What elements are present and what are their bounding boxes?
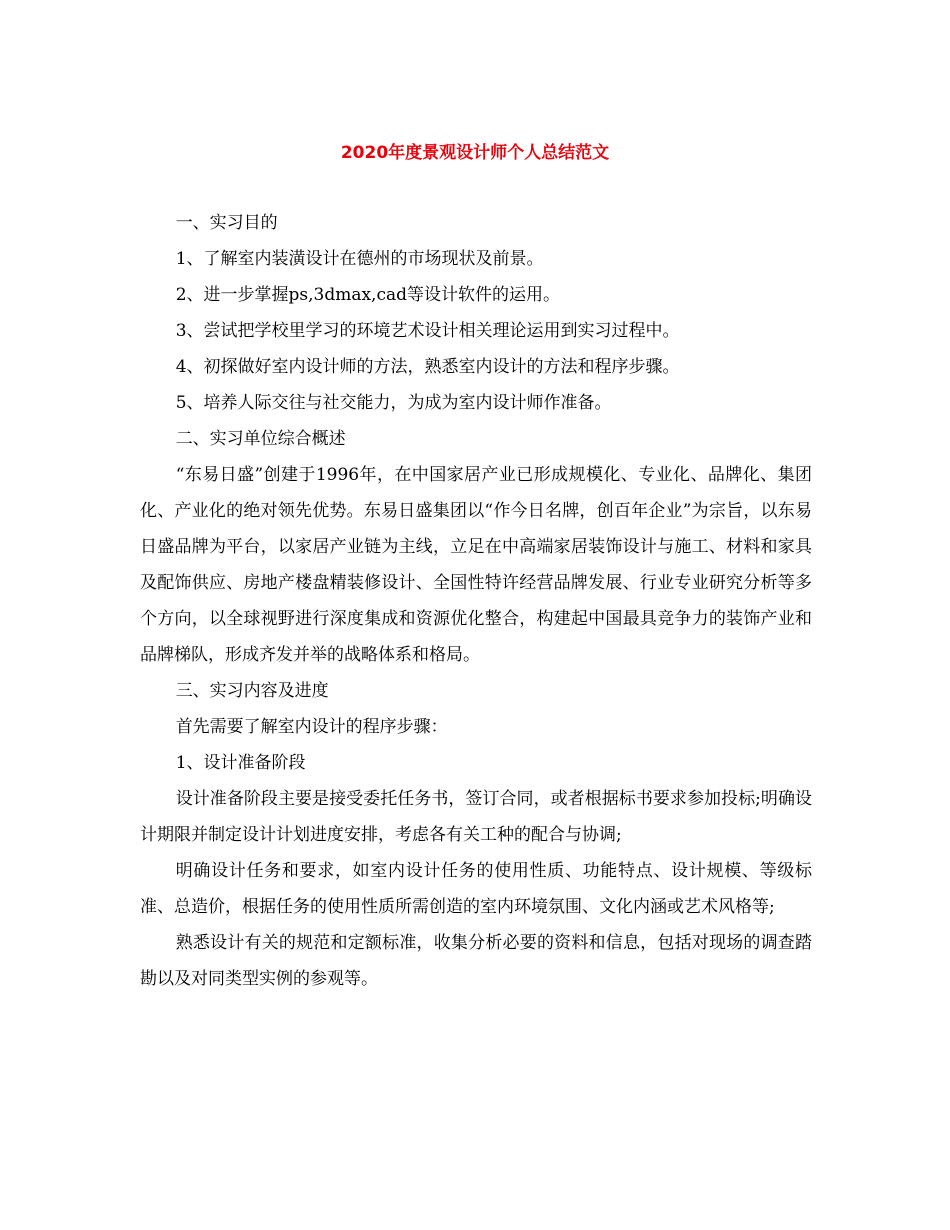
- list-item: 5、培养人际交往与社交能力，为成为室内设计师作准备。: [175, 393, 612, 413]
- body-paragraph: 首先需要了解室内设计的程序步骤：: [175, 717, 448, 737]
- section-heading: 一、实习目的: [175, 213, 278, 233]
- section-heading: 三、实习内容及进度: [175, 681, 329, 701]
- body-paragraph: 熟悉设计有关的规范和定额标准，收集分析必要的资料和信息，包括对现场的调查踏勘以及对同类型实例的参观等。: [140, 933, 812, 989]
- document-title: 2020年度景观设计师个人总结范文: [340, 143, 610, 163]
- list-item: 4、初探做好室内设计师的方法，熟悉室内设计的方法和程序步骤。: [175, 357, 680, 377]
- document-body: [140, 205, 812, 997]
- list-item: 1、了解室内装潢设计在德州的市场现状及前景。: [175, 249, 544, 269]
- body-paragraph: 明确设计任务和要求，如室内设计任务的使用性质、功能特点、设计规模、等级标准、总造价，根据任务的使用性质所需创造的室内环境氛围、文化内涵或艺术风格等;: [140, 861, 812, 917]
- subsection-heading: 1、设计准备阶段: [175, 753, 306, 773]
- body-paragraph: 设计准备阶段主要是接受委托任务书，签订合同，或者根据标书要求参加投标;明确设计期限并制定设计计划进度安排，考虑各有关工种的配合与协调;: [140, 789, 812, 845]
- section-heading: 二、实习单位综合概述: [175, 429, 346, 449]
- list-item: 3、尝试把学校里学习的环境艺术设计相关理论运用到实习过程中。: [175, 321, 680, 341]
- list-item: 2、进一步掌握ps,3dmax,cad等设计软件的运用。: [175, 285, 560, 305]
- body-paragraph: “东易日盛”创建于1996年，在中国家居产业已形成规模化、专业化、品牌化、集团化、产业化的绝对领先优势。东易日盛集团以“作今日名牌，创百年企业”为宗旨，以东易日盛品牌为平台，以家居产业链为主线，立足在中高端家居装饰设计与施工、材料和家具及配饰供应、房地产楼盘精装修设计、全国性特许经营品牌发展、行业专业研究分析等多个方向，以全球视野进行深度集成和资源优化整合，构建起中国最具竞争力的装饰产业和品牌梯队，形成齐发并举的战略体系和格局。: [140, 465, 812, 665]
